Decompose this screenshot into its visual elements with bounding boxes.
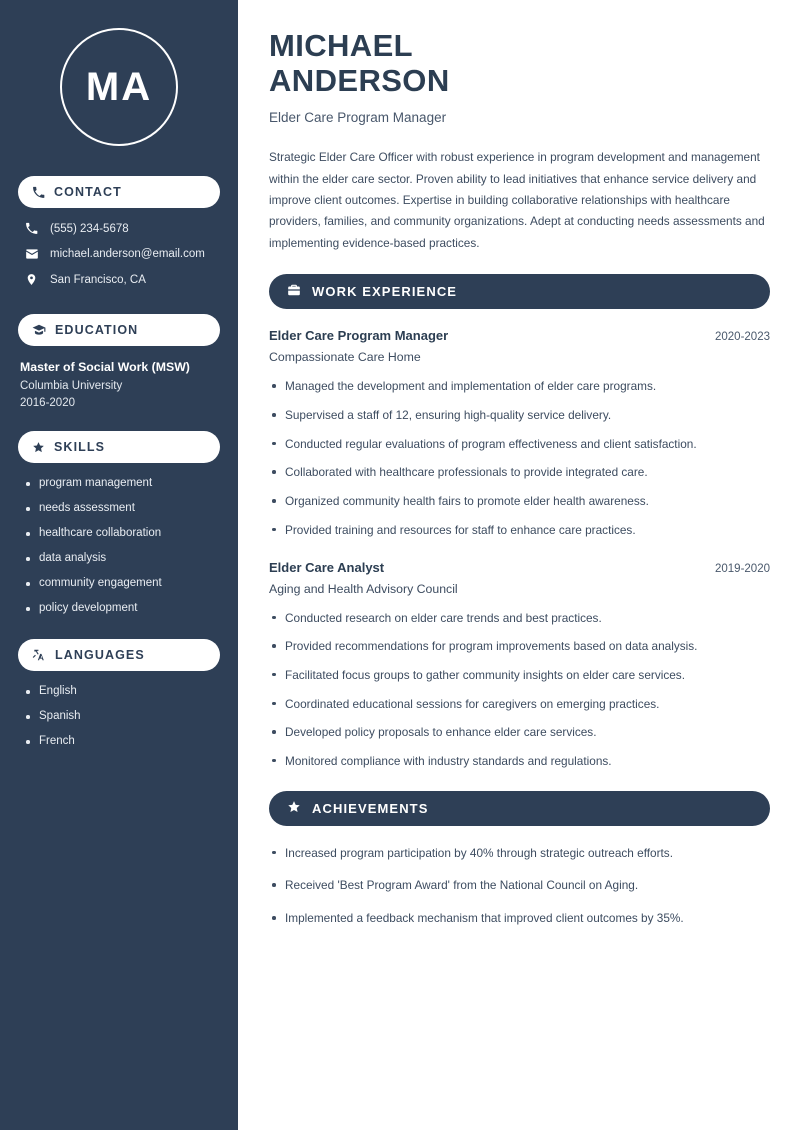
sidebar-heading-languages — [18, 639, 220, 671]
list-item: Developed policy proposals to enhance elder care services. — [269, 724, 770, 742]
envelope-icon — [24, 247, 39, 261]
job-organization: Aging and Health Advisory Council — [269, 581, 458, 596]
list-item: healthcare collaboration — [26, 527, 220, 539]
sidebar-heading-skills — [18, 431, 220, 463]
first-name: MICHAEL — [269, 28, 414, 63]
list-item: policy development — [26, 602, 220, 614]
phone-icon — [32, 186, 45, 199]
job-bullets — [269, 378, 770, 539]
phone-icon — [24, 222, 39, 235]
list-item: Provided recommendations for program improvements based on data analysis. — [269, 638, 770, 656]
job-entry — [269, 560, 770, 771]
sidebar-heading-label: SKILLS — [54, 440, 106, 454]
list-item: Spanish — [26, 710, 220, 722]
list-item: Received 'Best Program Award' from the National Council on Aging. — [269, 877, 770, 895]
translate-icon — [32, 648, 46, 662]
job-role-subtitle: Elder Care Program Manager — [269, 110, 447, 126]
job-header — [269, 560, 770, 575]
star-icon — [287, 800, 301, 817]
languages-list — [18, 685, 220, 747]
job-organization: Compassionate Care Home — [269, 350, 421, 365]
achievements-list — [269, 845, 770, 928]
list-item: French — [26, 735, 220, 747]
page-title — [269, 28, 770, 98]
list-item: English — [26, 685, 220, 697]
list-item: Implemented a feedback mechanism that improved client outcomes by 35%. — [269, 910, 770, 928]
list-item: community engagement — [26, 577, 220, 589]
contact-email — [18, 247, 220, 261]
sidebar-heading-education — [18, 314, 220, 346]
section-heading-achievements — [269, 791, 770, 826]
sidebar-heading-label: CONTACT — [54, 185, 122, 199]
job-bullets — [269, 610, 770, 771]
list-item: Supervised a staff of 12, ensuring high-quality service delivery. — [269, 407, 770, 425]
list-item: Facilitated focus groups to gather community insights on elder care services. — [269, 667, 770, 685]
list-item: Increased program participation by 40% through strategic outreach efforts. — [269, 845, 770, 863]
list-item: Coordinated educational sessions for caregivers on emerging practices. — [269, 696, 770, 714]
last-name: ANDERSON — [269, 63, 450, 99]
job-title: Elder Care Program Manager — [269, 328, 449, 344]
list-item: Collaborated with healthcare professionals to provide integrated care. — [269, 464, 770, 482]
briefcase-icon — [287, 283, 301, 300]
section-heading-label: WORK EXPERIENCE — [312, 284, 458, 300]
section-heading-work-experience — [269, 274, 770, 309]
sidebar-heading-label: EDUCATION — [55, 323, 139, 337]
job-dates: 2020-2023 — [715, 331, 770, 344]
job-title: Elder Care Analyst — [269, 559, 385, 575]
education-degree: Master of Social Work (MSW) — [20, 360, 190, 374]
list-item: Monitored compliance with industry standards and regulations. — [269, 753, 770, 771]
job-entry — [269, 328, 770, 539]
education-school: Columbia University — [20, 380, 123, 392]
list-item: Organized community health fairs to promote elder health awareness. — [269, 493, 770, 511]
job-header — [269, 328, 770, 343]
list-item: Provided training and resources for staff to enhance care practices. — [269, 522, 770, 540]
list-item: Managed the development and implementation of elder care programs. — [269, 378, 770, 396]
list-item: needs assessment — [26, 502, 220, 514]
contact-phone-value: (555) 234-5678 — [50, 222, 129, 235]
avatar-initials: MA — [60, 28, 178, 146]
sidebar-heading-label: LANGUAGES — [55, 648, 145, 662]
contact-phone — [18, 222, 220, 235]
job-dates: 2019-2020 — [715, 562, 770, 575]
skills-list — [18, 477, 220, 614]
section-heading-label: ACHIEVEMENTS — [312, 800, 429, 816]
location-pin-icon — [24, 273, 39, 286]
education-years: 2016-2020 — [20, 397, 75, 409]
contact-location-value: San Francisco, CA — [50, 273, 146, 286]
sidebar — [0, 0, 238, 1130]
profile-summary: Strategic Elder Care Officer with robust experience in program development and management within the elder care sector. Proven ability to lead initiatives that enhance service delivery and improve client outcomes. Expertise in building collaborative relationships with healthcare providers, families, and community organizations. Adept at conducting needs assessments and implementing evidence-based practices. — [269, 150, 765, 250]
education-entry — [18, 360, 220, 409]
sidebar-heading-contact — [18, 176, 220, 208]
star-icon — [32, 441, 45, 454]
list-item: Conducted research on elder care trends and best practices. — [269, 610, 770, 628]
list-item: program management — [26, 477, 220, 489]
contact-email-value: michael.anderson@email.com — [50, 248, 205, 260]
list-item: Conducted regular evaluations of program effectiveness and client satisfaction. — [269, 436, 770, 454]
main-content — [238, 0, 800, 1130]
avatar — [18, 28, 220, 146]
list-item: data analysis — [26, 552, 220, 564]
graduation-cap-icon — [32, 323, 46, 337]
contact-location — [18, 273, 220, 286]
